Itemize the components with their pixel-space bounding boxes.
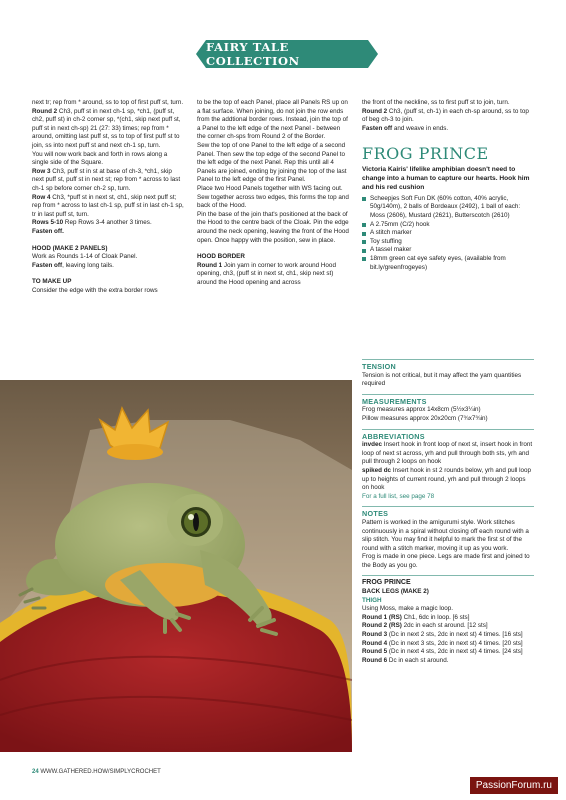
paragraph: Tension is not critical, but it may affect the yarn quantities required bbox=[362, 371, 522, 388]
heading-hood: HOOD (MAKE 2 PANELS) bbox=[32, 244, 108, 252]
paragraph: Pin the base of the join that's positioned at the back of the Hood to the centre back of the Cloak. Pin the edge around the neck opening, leaving the front of the Hood open. Once happy with the position, sew in place. bbox=[197, 210, 349, 244]
heading-back-legs: BACK LEGS (MAKE 2) bbox=[362, 588, 429, 596]
footer-url: WWW.GATHERED.HOW/SIMPLYCROCHET bbox=[40, 769, 161, 775]
paragraph: Fasten off, leaving long tails. bbox=[32, 261, 114, 269]
paragraph: Sew the top of one Panel to the left edge of a second Panel. Then sew the top edge of the second Panel to the left edge of the next Panel. Rep this until all 4 Panels are joined, ending by joining the top of the last Panel to the left edge of the first Panel. bbox=[197, 141, 347, 184]
paragraph: invdec Insert hook in front loop of next st, insert hook in front loop of next st across, yrh and pull through both sts, yrh and pull through 2 loops on hook bbox=[362, 441, 533, 466]
list-item: A tassel maker bbox=[362, 246, 534, 255]
pattern-title: FROG PRINCE bbox=[362, 144, 489, 164]
paragraph: the front of the neckline, ss to first puff st to join, turn. bbox=[362, 99, 510, 106]
column-4 bbox=[362, 354, 534, 665]
section-banner: FAIRY TALE COLLECTION bbox=[206, 40, 368, 68]
paragraph: to be the top of each Panel, place all Panels RS up on a flat surface. When joining, do not join the row ends from the addtional border rows. Instead, join the top of a Panel to the left edge of the next Panel - between the corner ch-sps from Round 2 of the Border. bbox=[197, 99, 348, 141]
paragraph: Rows 5-10 Rep Rows 3-4 another 3 times. bbox=[32, 219, 152, 227]
paragraph: Round 2 (RS) 2dc in each st around. [12 sts] bbox=[362, 622, 488, 630]
paragraph: You will now work back and forth in rows along a single side of the Square. bbox=[32, 150, 168, 167]
paragraph: Round 4 (Dc in next 3 sts, 2dc in next st) 4 times. [20 sts] bbox=[362, 639, 523, 647]
list-item: Scheepjes Soft Fun DK (60% cotton, 40% acrylic, 50g/140m), 2 balls of Bordeaux (2492), 1 ball of each: Moss (2606), Mustard (2621), Butterscotch (2610) bbox=[362, 195, 534, 221]
paragraph: Round 6 Dc in each st around. bbox=[362, 656, 449, 664]
heading-tension: TENSION bbox=[362, 362, 397, 371]
paragraph: Fasten off and weave in ends. bbox=[362, 124, 449, 132]
divider bbox=[362, 575, 534, 576]
list-item: Toy stuffing bbox=[362, 238, 534, 247]
paragraph: Row 3 Ch3, puff st in st at base of ch-3, *ch1, skip next puff st, puff st in next st; rep from * across to last ch-1 sp before corner ch-2 sp, turn. bbox=[32, 167, 181, 192]
paragraph: Pattern is worked in the amigurumi style. Work stitches continuously in a spiral without closing off each round with a slip stitch. You may find it helpful to mark the first st of the round with a stitch marker, moving it up as you work. bbox=[362, 518, 529, 552]
paragraph: Round 1 (RS) Ch1, 6dc in loop. [6 sts] bbox=[362, 613, 470, 621]
paragraph: Pillow measures approx 20x20cm (7¾x7¾in) bbox=[362, 414, 488, 422]
list-item: 18mm green cat eye safety eyes, (available from bit.ly/greenfrogeyes) bbox=[362, 255, 534, 272]
paragraph: spiked dc Insert hook in st 2 rounds below, yrh and pull loop up to heights of current round, yrh and pull through 2 loops on hook bbox=[362, 466, 532, 492]
heading-frog-prince: FROG PRINCE bbox=[362, 579, 411, 587]
paragraph: Work as Rounds 1-14 of Cloak Panel. bbox=[32, 253, 138, 261]
list-item: A stitch marker bbox=[362, 229, 534, 238]
divider bbox=[362, 359, 534, 360]
divider bbox=[362, 429, 534, 430]
heading-make-up: TO MAKE UP bbox=[32, 278, 72, 286]
page-footer bbox=[32, 769, 161, 775]
heading-measurements: MEASUREMENTS bbox=[362, 396, 427, 406]
divider bbox=[362, 506, 534, 507]
paragraph: Using Moss, make a magic loop. bbox=[362, 605, 453, 613]
column-3 bbox=[362, 99, 534, 272]
list-item: A 2.75mm (C/2) hook bbox=[362, 221, 534, 230]
heading-hood-border: HOOD BORDER bbox=[197, 253, 245, 261]
paragraph: Frog is made in one piece. Legs are made first and joined to the Body as you go. bbox=[362, 553, 530, 569]
column-1 bbox=[32, 99, 184, 295]
column-2 bbox=[197, 99, 349, 287]
paragraph: Fasten off. bbox=[32, 227, 64, 235]
paragraph: Round 2 Ch3, (puff st, ch-1) in each ch-sp around, ss to top of beg ch-3 to join. bbox=[362, 107, 529, 124]
paragraph: Round 5 (Dc in next 4 sts, 2dc in next st) 4 times. [24 sts] bbox=[362, 648, 523, 656]
paragraph: Round 2 Ch3, puff st in next ch-1 sp, *ch1, (puff st, ch2, puff st) in ch-2 corner sp, *(ch1, skip next puff st, puff st in next ch-sp) 21 (27: 33) times; rep from * around, omitting last puff st, ss to top of first puff st to join, ss into next puff st and next ch-1 sp, turn. bbox=[32, 107, 181, 149]
paragraph: next tr; rep from * around, ss to top of first puff st, turn. bbox=[32, 99, 184, 106]
materials-list bbox=[362, 195, 534, 272]
paragraph: Place two Hood Panels together with WS facing out. Sew together across two edges, this forms the top and back of the Hood. bbox=[197, 184, 349, 210]
heading-thigh: THIGH bbox=[362, 596, 382, 604]
divider bbox=[362, 394, 534, 395]
paragraph: Round 1 Join yarn in corner to work around Hood opening, ch3, (puff st in next st, ch1, skip next st) around the Hood opening and across bbox=[197, 261, 336, 286]
paragraph: Frog measures approx 14x8cm (5½x3¼in) bbox=[362, 406, 481, 414]
paragraph: Round 3 (Dc in next 2 sts, 2dc in next st) 4 times. [16 sts] bbox=[362, 631, 523, 639]
watermark-logo: PassionForum.ru bbox=[470, 777, 558, 794]
paragraph: Consider the edge with the extra border rows bbox=[32, 286, 158, 294]
paragraph: Row 4 Ch3, *puff st in next st, ch1, skip next puff st; rep from * across to last ch-1 sp, puff st in last ch-1 sp, tr in last puff st, turn. bbox=[32, 193, 184, 218]
heading-abbreviations: ABBREVIATIONS bbox=[362, 431, 425, 441]
pattern-intro: Victoria Kairis' lifelike amphibian doesn't need to change into a human to capture our hearts. Hook him and his red cushion bbox=[362, 166, 530, 191]
abbreviations-link[interactable]: For a full list, see page 78 bbox=[362, 492, 435, 500]
frog-prince-photo bbox=[0, 380, 352, 752]
heading-notes: NOTES bbox=[362, 509, 389, 519]
page-number: 24 bbox=[32, 769, 39, 775]
